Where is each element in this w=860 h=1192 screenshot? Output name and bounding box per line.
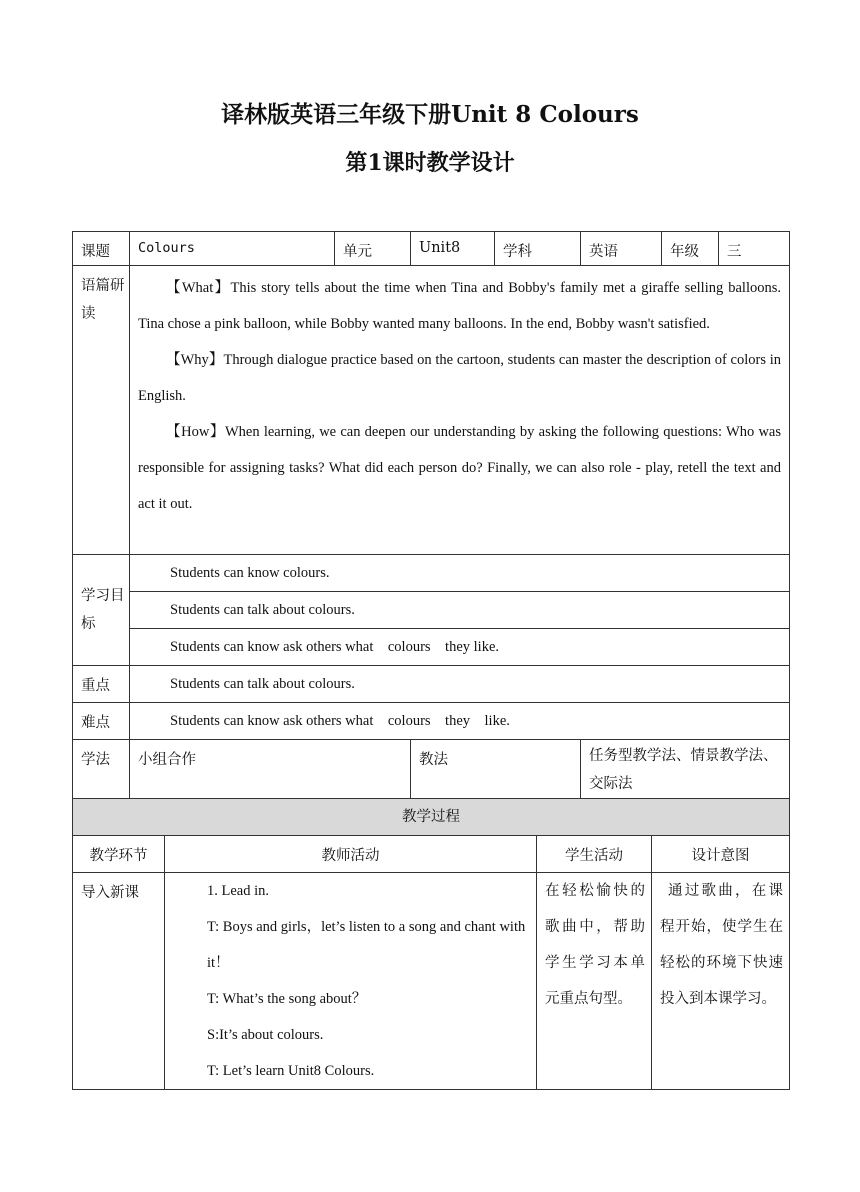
- subject-label: 学科: [495, 232, 581, 266]
- document-title: 译林版英语三年级下册Unit 8 Colours: [221, 101, 639, 128]
- teach-method-value: 任务型教学法、情景教学法、交际法: [581, 740, 790, 800]
- unit-value: Unit8: [411, 232, 495, 266]
- objective-item: Students can talk about colours.: [130, 592, 790, 629]
- analysis-how: 【How】When learning, we can deepen our understanding by asking the following questions: Who was responsible for assigning tasks? What did each person do? Finally, we can also role - play, retell the text and act it out.: [138, 424, 781, 512]
- objective-item: Students can know colours.: [130, 555, 790, 592]
- analysis-what: 【What】This story tells about the time when Tina and Bobby's family met a giraffe selling balloons. Tina chose a pink balloon, while Bobby wanted many balloons. In the end, Bobby wasn't satisfied.: [138, 280, 781, 332]
- objective-item: Students can know ask others what colours they like.: [130, 629, 790, 666]
- header-stage: 教学环节: [73, 836, 165, 873]
- analysis-label: 语篇研读: [73, 266, 130, 555]
- student-activity: 在轻松愉快的歌曲中，帮助学生学习本单元重点句型。: [537, 873, 652, 1090]
- topic-label: 课题: [73, 232, 130, 266]
- teaching-process-table: [72, 798, 790, 1090]
- analysis-content: [130, 266, 790, 555]
- key-point-label: 重点: [73, 666, 130, 703]
- unit-label: 单元: [335, 232, 411, 266]
- document-subtitle: 第1课时教学设计: [345, 150, 515, 176]
- topic-value: Colours: [130, 232, 335, 266]
- header-student: 学生活动: [537, 836, 652, 873]
- subject-value: 英语: [581, 232, 662, 266]
- teacher-line: S:It’s about colours.: [207, 1027, 324, 1043]
- header-teacher: 教师活动: [165, 836, 537, 873]
- design-intent: 通过歌曲，在课程开始，使学生在轻松的环境下快速投入到本课学习。: [652, 873, 790, 1090]
- lesson-info-table: [72, 231, 790, 800]
- teacher-activity: [165, 873, 537, 1090]
- learn-method-label: 学法: [73, 740, 130, 800]
- teach-method-label: 教法: [411, 740, 581, 800]
- teacher-line: T: What’s the song about？: [207, 991, 367, 1007]
- teacher-line: 1. Lead in.: [207, 883, 270, 899]
- header-intent: 设计意图: [652, 836, 790, 873]
- key-point-value: Students can talk about colours.: [130, 666, 790, 703]
- grade-value: 三: [719, 232, 790, 266]
- analysis-why: 【Why】Through dialogue practice based on the cartoon, students can master the description of colors in English.: [138, 352, 781, 404]
- difficulty-label: 难点: [73, 703, 130, 740]
- stage-name: 导入新课: [73, 873, 165, 1090]
- grade-label: 年级: [662, 232, 719, 266]
- objectives-label: 学习目标: [73, 555, 130, 666]
- teacher-line: T: Let’s learn Unit8 Colours.: [207, 1063, 375, 1079]
- difficulty-value: Students can know ask others what colours they like.: [130, 703, 790, 740]
- process-title: 教学过程: [73, 799, 790, 836]
- learn-method-value: 小组合作: [130, 740, 411, 800]
- teacher-line: T: Boys and girls，let’s listen to a song and chant with it！: [207, 919, 526, 971]
